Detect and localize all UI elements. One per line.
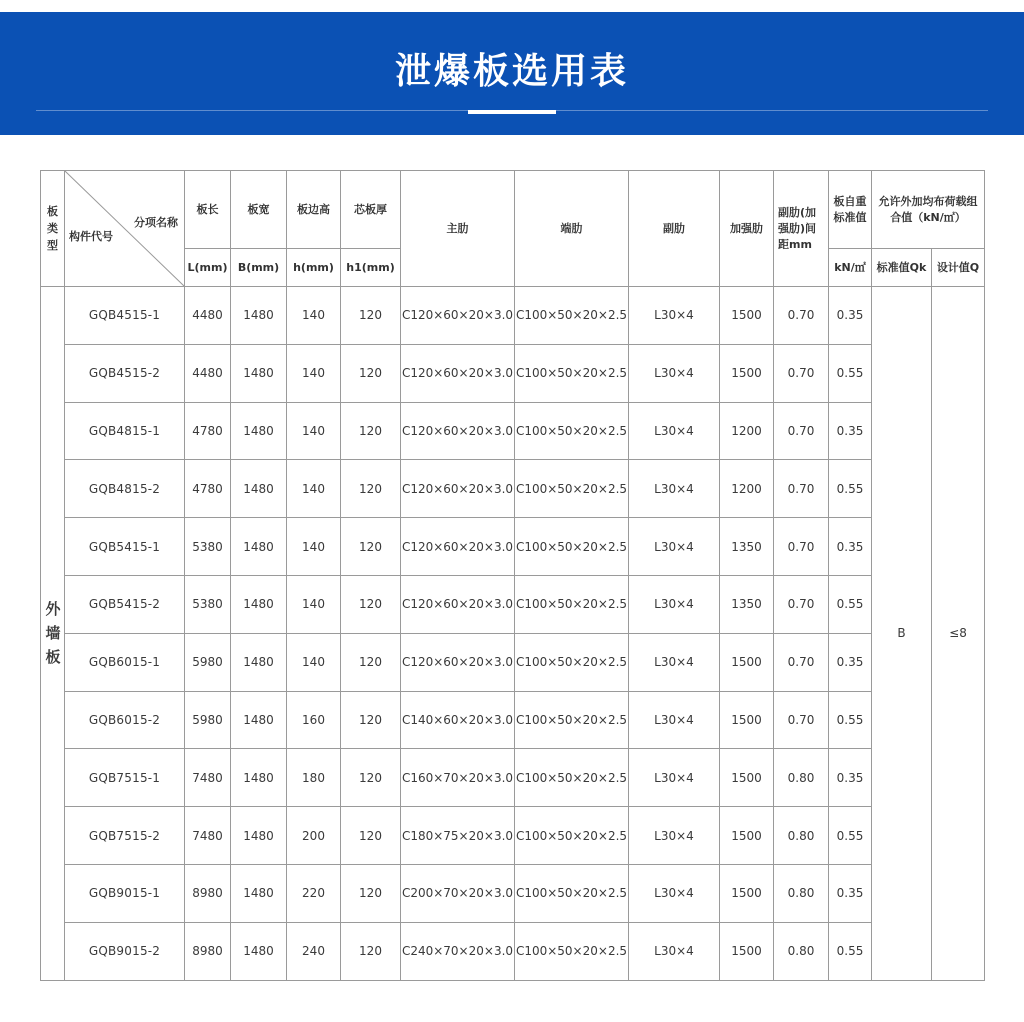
header-type: 板类型	[41, 171, 65, 287]
cell-self-weight: 0.35	[829, 633, 872, 691]
cell-core-thickness: 120	[341, 575, 401, 633]
table-row	[41, 518, 985, 576]
cell-edge-height: 140	[287, 575, 341, 633]
cell-code: GQB7515-2	[65, 807, 185, 865]
cell-core-thickness: 120	[341, 287, 401, 345]
cell-end-rib: C100×50×20×2.5	[515, 575, 629, 633]
cell-standard-value: B	[872, 287, 932, 981]
cell-stiffener: 1500	[720, 344, 774, 402]
table-row	[41, 460, 985, 518]
selection-table	[40, 170, 985, 981]
table-row	[41, 633, 985, 691]
cell-length: 4780	[185, 402, 231, 460]
cell-sub-rib: L30×4	[629, 518, 720, 576]
cell-self-weight: 0.55	[829, 575, 872, 633]
cell-sub-rib: L30×4	[629, 575, 720, 633]
cell-length: 5380	[185, 518, 231, 576]
header-end-rib: 端肋	[515, 171, 629, 287]
cell-length: 8980	[185, 864, 231, 922]
cell-stiffener: 1500	[720, 691, 774, 749]
cell-self-weight: 0.35	[829, 402, 872, 460]
cell-main-rib: C120×60×20×3.0	[401, 344, 515, 402]
header-row-1	[41, 171, 985, 249]
cell-spacing: 0.80	[774, 864, 829, 922]
cell-sub-rib: L30×4	[629, 691, 720, 749]
header-length: 板长	[185, 171, 231, 249]
header-core-thickness: 芯板厚	[341, 171, 401, 249]
cell-sub-rib: L30×4	[629, 807, 720, 865]
cell-main-rib: C140×60×20×3.0	[401, 691, 515, 749]
cell-end-rib: C100×50×20×2.5	[515, 807, 629, 865]
cell-self-weight: 0.55	[829, 460, 872, 518]
cell-code: GQB7515-1	[65, 749, 185, 807]
cell-design-value: ≤8	[932, 287, 985, 981]
header-item-name: 分项名称	[134, 216, 178, 229]
cell-self-weight: 0.55	[829, 344, 872, 402]
unit-weight: kN/㎡	[829, 249, 872, 287]
cell-main-rib: C120×60×20×3.0	[401, 287, 515, 345]
cell-core-thickness: 120	[341, 633, 401, 691]
header-main-rib: 主肋	[401, 171, 515, 287]
table-row	[41, 922, 985, 980]
unit-core-thickness: h1(mm)	[341, 249, 401, 287]
cell-end-rib: C100×50×20×2.5	[515, 749, 629, 807]
cell-self-weight: 0.35	[829, 864, 872, 922]
cell-length: 5980	[185, 633, 231, 691]
table-row	[41, 287, 985, 345]
cell-width: 1480	[231, 402, 287, 460]
cell-end-rib: C100×50×20×2.5	[515, 518, 629, 576]
cell-stiffener: 1350	[720, 575, 774, 633]
cell-main-rib: C120×60×20×3.0	[401, 575, 515, 633]
banner-accent-bar	[468, 110, 556, 114]
cell-core-thickness: 120	[341, 460, 401, 518]
cell-width: 1480	[231, 691, 287, 749]
cell-stiffener: 1500	[720, 749, 774, 807]
cell-edge-height: 240	[287, 922, 341, 980]
cell-stiffener: 1500	[720, 287, 774, 345]
unit-width: B(mm)	[231, 249, 287, 287]
cell-length: 4480	[185, 344, 231, 402]
cell-core-thickness: 120	[341, 344, 401, 402]
cell-end-rib: C100×50×20×2.5	[515, 402, 629, 460]
cell-edge-height: 140	[287, 518, 341, 576]
cell-stiffener: 1350	[720, 518, 774, 576]
header-sub-rib: 副肋	[629, 171, 720, 287]
cell-code: GQB4515-2	[65, 344, 185, 402]
cell-spacing: 0.70	[774, 287, 829, 345]
header-standard-qk: 标准值Qk	[872, 249, 932, 287]
table-row	[41, 344, 985, 402]
cell-stiffener: 1200	[720, 460, 774, 518]
cell-end-rib: C100×50×20×2.5	[515, 344, 629, 402]
cell-width: 1480	[231, 749, 287, 807]
cell-sub-rib: L30×4	[629, 749, 720, 807]
cell-panel-type: 外墙板	[41, 287, 65, 981]
cell-length: 7480	[185, 749, 231, 807]
cell-sub-rib: L30×4	[629, 402, 720, 460]
cell-width: 1480	[231, 864, 287, 922]
cell-edge-height: 140	[287, 402, 341, 460]
cell-end-rib: C100×50×20×2.5	[515, 922, 629, 980]
cell-stiffener: 1500	[720, 807, 774, 865]
cell-main-rib: C120×60×20×3.0	[401, 402, 515, 460]
cell-end-rib: C100×50×20×2.5	[515, 691, 629, 749]
cell-spacing: 0.80	[774, 807, 829, 865]
cell-spacing: 0.80	[774, 922, 829, 980]
cell-code: GQB4515-1	[65, 287, 185, 345]
cell-main-rib: C120×60×20×3.0	[401, 518, 515, 576]
cell-main-rib: C240×70×20×3.0	[401, 922, 515, 980]
cell-self-weight: 0.35	[829, 518, 872, 576]
cell-sub-rib: L30×4	[629, 344, 720, 402]
cell-sub-rib: L30×4	[629, 460, 720, 518]
cell-width: 1480	[231, 287, 287, 345]
cell-code: GQB9015-2	[65, 922, 185, 980]
cell-width: 1480	[231, 460, 287, 518]
header-diagonal	[65, 171, 185, 287]
cell-spacing: 0.70	[774, 691, 829, 749]
cell-edge-height: 180	[287, 749, 341, 807]
cell-stiffener: 1500	[720, 864, 774, 922]
cell-spacing: 0.70	[774, 518, 829, 576]
title-banner	[0, 12, 1024, 135]
cell-length: 8980	[185, 922, 231, 980]
cell-self-weight: 0.35	[829, 749, 872, 807]
cell-self-weight: 0.35	[829, 287, 872, 345]
cell-spacing: 0.70	[774, 344, 829, 402]
cell-spacing: 0.70	[774, 460, 829, 518]
cell-length: 7480	[185, 807, 231, 865]
cell-self-weight: 0.55	[829, 922, 872, 980]
cell-code: GQB5415-1	[65, 518, 185, 576]
cell-width: 1480	[231, 922, 287, 980]
cell-core-thickness: 120	[341, 864, 401, 922]
cell-core-thickness: 120	[341, 922, 401, 980]
page-title: 泄爆板选用表	[394, 51, 629, 92]
cell-width: 1480	[231, 633, 287, 691]
cell-length: 5380	[185, 575, 231, 633]
header-stiffener: 加强肋	[720, 171, 774, 287]
cell-edge-height: 140	[287, 460, 341, 518]
cell-edge-height: 200	[287, 807, 341, 865]
header-self-weight: 板自重标准值	[829, 171, 872, 249]
cell-length: 4780	[185, 460, 231, 518]
cell-stiffener: 1500	[720, 922, 774, 980]
table-row	[41, 402, 985, 460]
cell-sub-rib: L30×4	[629, 922, 720, 980]
cell-main-rib: C200×70×20×3.0	[401, 864, 515, 922]
cell-self-weight: 0.55	[829, 691, 872, 749]
table-body	[41, 287, 985, 981]
cell-width: 1480	[231, 518, 287, 576]
cell-code: GQB6015-1	[65, 633, 185, 691]
cell-main-rib: C120×60×20×3.0	[401, 633, 515, 691]
header-design-q: 设计值Q	[932, 249, 985, 287]
header-width: 板宽	[231, 171, 287, 249]
cell-edge-height: 140	[287, 287, 341, 345]
cell-width: 1480	[231, 344, 287, 402]
cell-code: GQB4815-2	[65, 460, 185, 518]
cell-main-rib: C180×75×20×3.0	[401, 807, 515, 865]
cell-core-thickness: 120	[341, 749, 401, 807]
table-row	[41, 575, 985, 633]
table-row	[41, 749, 985, 807]
table-row	[41, 807, 985, 865]
header-edge-height: 板边高	[287, 171, 341, 249]
cell-length: 4480	[185, 287, 231, 345]
unit-length: L(mm)	[185, 249, 231, 287]
header-spacing: 副肋(加强肋)间距mm	[774, 171, 829, 287]
cell-width: 1480	[231, 807, 287, 865]
cell-end-rib: C100×50×20×2.5	[515, 460, 629, 518]
cell-spacing: 0.80	[774, 749, 829, 807]
cell-end-rib: C100×50×20×2.5	[515, 864, 629, 922]
cell-edge-height: 140	[287, 344, 341, 402]
cell-end-rib: C100×50×20×2.5	[515, 633, 629, 691]
cell-spacing: 0.70	[774, 633, 829, 691]
table-row	[41, 864, 985, 922]
table-row	[41, 691, 985, 749]
cell-main-rib: C160×70×20×3.0	[401, 749, 515, 807]
cell-spacing: 0.70	[774, 575, 829, 633]
cell-spacing: 0.70	[774, 402, 829, 460]
cell-core-thickness: 120	[341, 402, 401, 460]
cell-edge-height: 160	[287, 691, 341, 749]
header-component-code: 构件代号	[69, 230, 113, 243]
cell-width: 1480	[231, 575, 287, 633]
cell-code: GQB9015-1	[65, 864, 185, 922]
cell-sub-rib: L30×4	[629, 287, 720, 345]
cell-code: GQB5415-2	[65, 575, 185, 633]
cell-core-thickness: 120	[341, 518, 401, 576]
cell-sub-rib: L30×4	[629, 864, 720, 922]
cell-sub-rib: L30×4	[629, 633, 720, 691]
cell-edge-height: 220	[287, 864, 341, 922]
cell-main-rib: C120×60×20×3.0	[401, 460, 515, 518]
cell-self-weight: 0.55	[829, 807, 872, 865]
cell-length: 5980	[185, 691, 231, 749]
cell-code: GQB6015-2	[65, 691, 185, 749]
unit-edge-height: h(mm)	[287, 249, 341, 287]
cell-core-thickness: 120	[341, 807, 401, 865]
header-allowable-load: 允许外加均布荷载组合值（kN/㎡）	[872, 171, 985, 249]
cell-edge-height: 140	[287, 633, 341, 691]
cell-code: GQB4815-1	[65, 402, 185, 460]
cell-end-rib: C100×50×20×2.5	[515, 287, 629, 345]
cell-stiffener: 1200	[720, 402, 774, 460]
cell-stiffener: 1500	[720, 633, 774, 691]
cell-core-thickness: 120	[341, 691, 401, 749]
